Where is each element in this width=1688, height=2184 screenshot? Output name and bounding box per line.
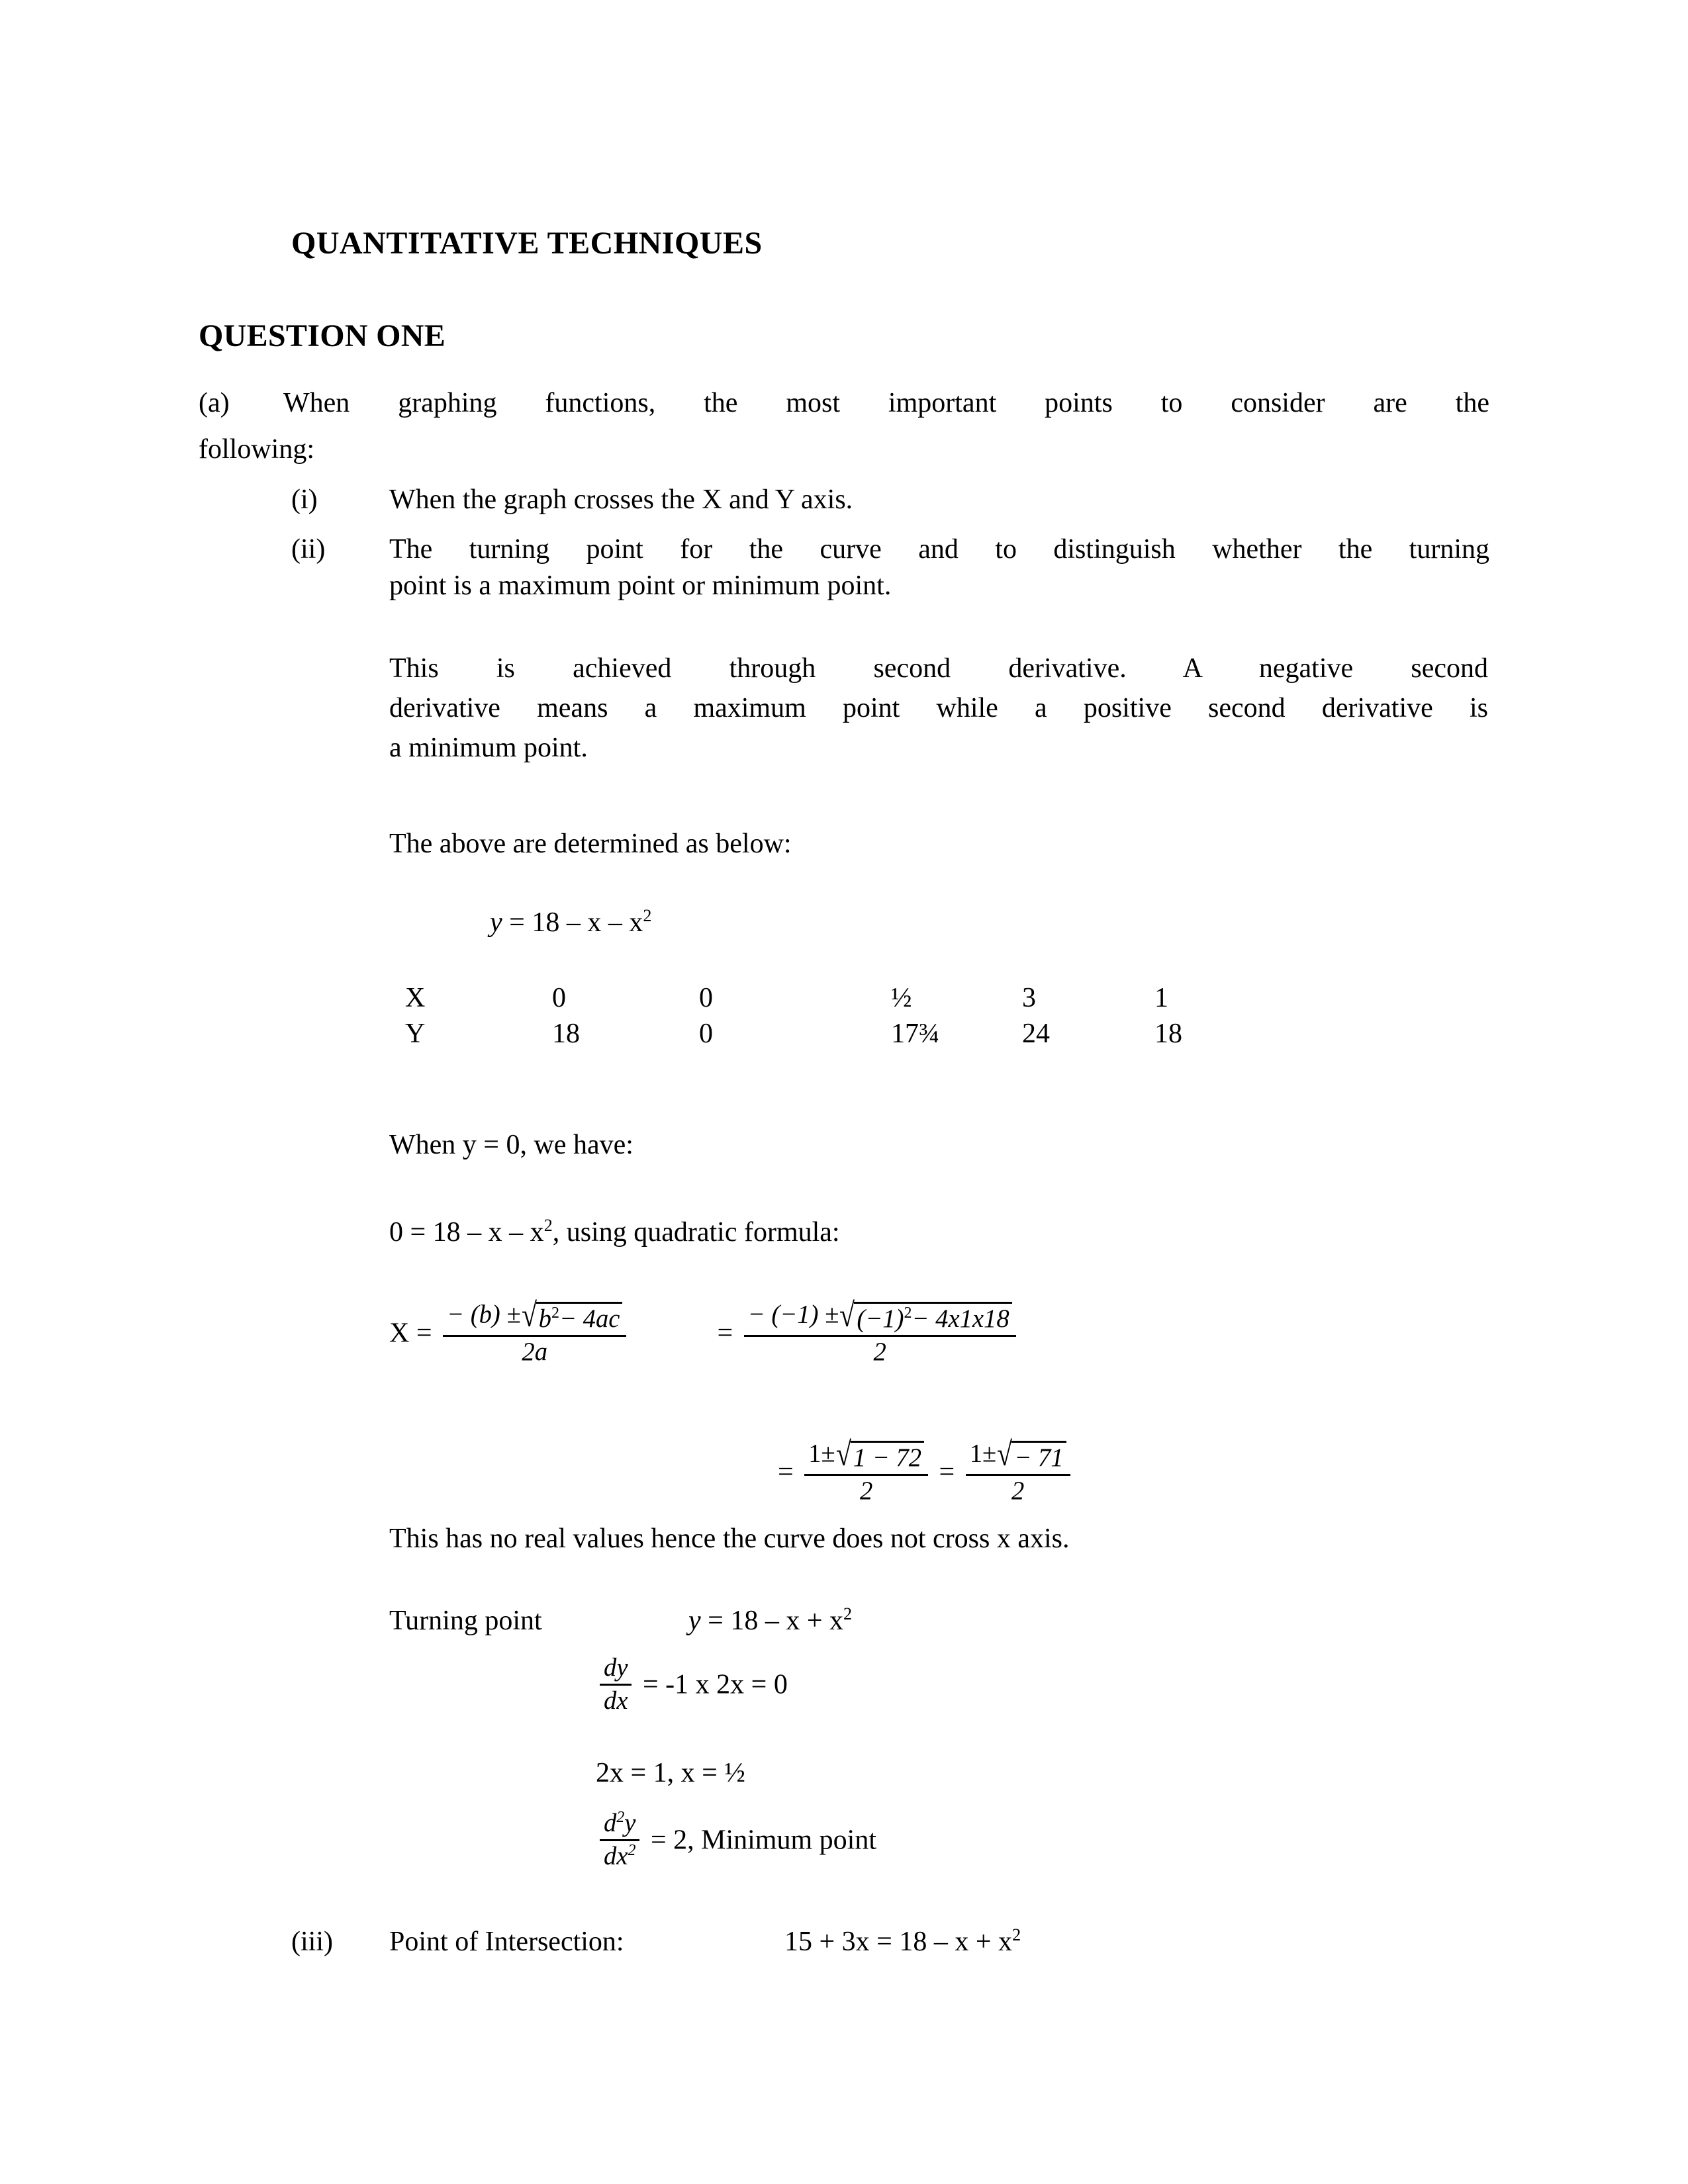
- page-title: QUANTITATIVE TECHNIQUES: [291, 226, 763, 261]
- radical-icon: √: [521, 1295, 537, 1334]
- main-equation-exponent: 2: [643, 906, 652, 925]
- fraction-1-numerator: [443, 1295, 626, 1337]
- y-value-4: 18: [1154, 1018, 1182, 1049]
- f2-sqrt: [839, 1295, 1011, 1334]
- quadratic-formula-fraction-1: [443, 1295, 626, 1366]
- turning-point-equation: [688, 1605, 852, 1637]
- f1-radicand-base: b: [538, 1305, 551, 1333]
- section-heading: QUESTION ONE: [199, 318, 446, 353]
- d2y-exponent: 2: [616, 1809, 625, 1827]
- list-item-i: [291, 483, 1489, 516]
- table-row: [405, 981, 1182, 1017]
- f4-sqrt: [996, 1434, 1066, 1473]
- quadratic-formula-x-label: X: [389, 1318, 410, 1349]
- result-equals-1: =: [778, 1457, 794, 1488]
- table-row: [405, 1017, 1182, 1052]
- quadratic-formula-equals: =: [416, 1318, 432, 1349]
- f3-prefix: 1±: [808, 1439, 835, 1468]
- solve-line: 2x = 1, x = ½: [596, 1758, 745, 1788]
- quadratic-formula-equals-2: =: [717, 1318, 733, 1349]
- result-fraction-1-denominator: 2: [859, 1477, 873, 1505]
- quadratic-result: [778, 1434, 1074, 1505]
- fraction-2-denominator: 2: [873, 1338, 886, 1366]
- list-item-ii-numeral: (ii): [291, 534, 326, 565]
- x-value-3: 3: [1022, 983, 1036, 1013]
- second-derivative-line1: This is achieved through second derivative. A negative second: [389, 653, 1488, 684]
- dx2-exponent: 2: [628, 1841, 636, 1859]
- list-item-iii-numeral: (iii): [291, 1927, 333, 1957]
- quadratic-setup-exponent: 2: [543, 1216, 553, 1235]
- dx2-base: dx: [604, 1842, 628, 1870]
- f2-radicand-rest: − 4x1x18: [912, 1305, 1009, 1333]
- f3-radicand: 1 − 72: [851, 1441, 924, 1473]
- f2-radicand-prefix: (−1): [857, 1305, 904, 1333]
- f1-radicand-rest: − 4ac: [559, 1305, 620, 1333]
- main-equation-lhs: y: [490, 907, 502, 938]
- radical-icon: √: [839, 1295, 855, 1334]
- list-item-iii-equation: [784, 1926, 1021, 1958]
- list-item-i-text: When the graph crosses the X and Y axis.: [389, 484, 853, 515]
- f1-num-prefix: − (b) ±: [447, 1300, 521, 1329]
- result-fraction-2: [966, 1434, 1070, 1505]
- turning-point-equation-rhs: 18 – x + x: [730, 1606, 844, 1636]
- main-equation: [490, 907, 651, 938]
- quadratic-setup-suffix: , using quadratic formula:: [552, 1217, 840, 1248]
- quadratic-setup: [389, 1216, 840, 1248]
- dy-dx-fraction: [600, 1655, 632, 1715]
- part-a-continuation: following:: [199, 434, 314, 465]
- list-item-ii-line1: The turning point for the curve and to distinguish whether the turning: [389, 534, 1489, 565]
- turning-point-equation-equals: =: [708, 1606, 724, 1636]
- x-value-2: ½: [891, 983, 912, 1013]
- d2y-dx2-fraction: [600, 1810, 639, 1870]
- list-item-ii-line2: point is a maximum point or minimum point.: [389, 570, 892, 601]
- result-fraction-2-numerator: [966, 1434, 1070, 1476]
- row-label-x: X: [405, 983, 426, 1013]
- second-derivative-equation: [596, 1810, 876, 1870]
- radical-icon: √: [997, 1434, 1013, 1473]
- x-value-0: 0: [552, 983, 566, 1013]
- dy-numerator: dy: [600, 1655, 632, 1686]
- main-equation-rhs: 18 – x – x: [532, 907, 643, 938]
- f1-radicand-exponent: 2: [551, 1304, 559, 1322]
- y-value-2: 17¾: [891, 1018, 940, 1049]
- f3-sqrt: [835, 1434, 924, 1473]
- y-value-1: 0: [699, 1018, 713, 1049]
- result-fraction-2-denominator: 2: [1011, 1477, 1025, 1505]
- quadratic-setup-prefix: 0 = 18 – x – x: [389, 1217, 544, 1248]
- fraction-2-numerator: [744, 1295, 1016, 1337]
- f4-radicand: − 71: [1011, 1441, 1066, 1473]
- quadratic-formula: [389, 1295, 1020, 1366]
- turning-point-equation-lhs: y: [688, 1606, 701, 1636]
- fraction-1-denominator: 2a: [522, 1338, 548, 1366]
- determined-below-text: The above are determined as below:: [389, 829, 792, 859]
- quadratic-formula-fraction-2: [744, 1295, 1016, 1366]
- list-item-ii: [291, 533, 1489, 566]
- d2y-base: d: [604, 1809, 617, 1837]
- second-derivative-line3: a minimum point.: [389, 733, 588, 763]
- f1-sqrt: [521, 1295, 623, 1334]
- f4-prefix: 1±: [969, 1439, 997, 1468]
- radical-icon: √: [835, 1434, 851, 1473]
- d2y-var: y: [624, 1809, 636, 1837]
- list-item-iii-label: Point of Intersection:: [389, 1927, 624, 1957]
- main-equation-equals: =: [509, 907, 525, 938]
- f2-num-prefix: − (−1) ±: [747, 1300, 839, 1329]
- y-value-3: 24: [1022, 1018, 1050, 1049]
- list-item-i-numeral: (i): [291, 484, 318, 515]
- result-fraction-1: [804, 1434, 928, 1505]
- part-a-paragraph: [199, 387, 1489, 420]
- d2y-numerator: [600, 1810, 639, 1841]
- intersection-equation-exponent: 2: [1012, 1925, 1021, 1944]
- first-derivative-rhs: = -1 x 2x = 0: [642, 1669, 788, 1700]
- dx-denominator: dx: [604, 1686, 628, 1715]
- intersection-equation-lhs: 15 + 3x = 18 – x + x: [784, 1927, 1013, 1957]
- when-y-zero-text: When y = 0, we have:: [389, 1130, 633, 1160]
- part-a-text: When graphing functions, the most important points to consider are the: [283, 388, 1489, 418]
- result-equals-2: =: [939, 1457, 955, 1488]
- no-real-values-text: This has no real values hence the curve does not cross x axis.: [389, 1524, 1070, 1554]
- y-value-0: 18: [552, 1018, 580, 1049]
- row-label-y: Y: [405, 1018, 426, 1049]
- x-value-4: 1: [1154, 983, 1168, 1013]
- result-fraction-1-numerator: [804, 1434, 928, 1476]
- f2-radicand-exponent: 2: [904, 1304, 912, 1322]
- turning-point-label: Turning point: [389, 1606, 542, 1636]
- second-derivative-line2: derivative means a maximum point while a positive second derivative is: [389, 693, 1488, 723]
- f1-radicand: [536, 1302, 623, 1334]
- turning-point-equation-exponent: 2: [843, 1604, 853, 1623]
- value-table: [405, 981, 1182, 1052]
- part-a-label: (a): [199, 388, 230, 418]
- x-value-1: 0: [699, 983, 713, 1013]
- second-derivative-rhs: = 2, Minimum point: [650, 1825, 876, 1856]
- f2-radicand: [854, 1302, 1011, 1334]
- dx2-denominator: [600, 1841, 639, 1871]
- first-derivative-equation: [596, 1655, 788, 1715]
